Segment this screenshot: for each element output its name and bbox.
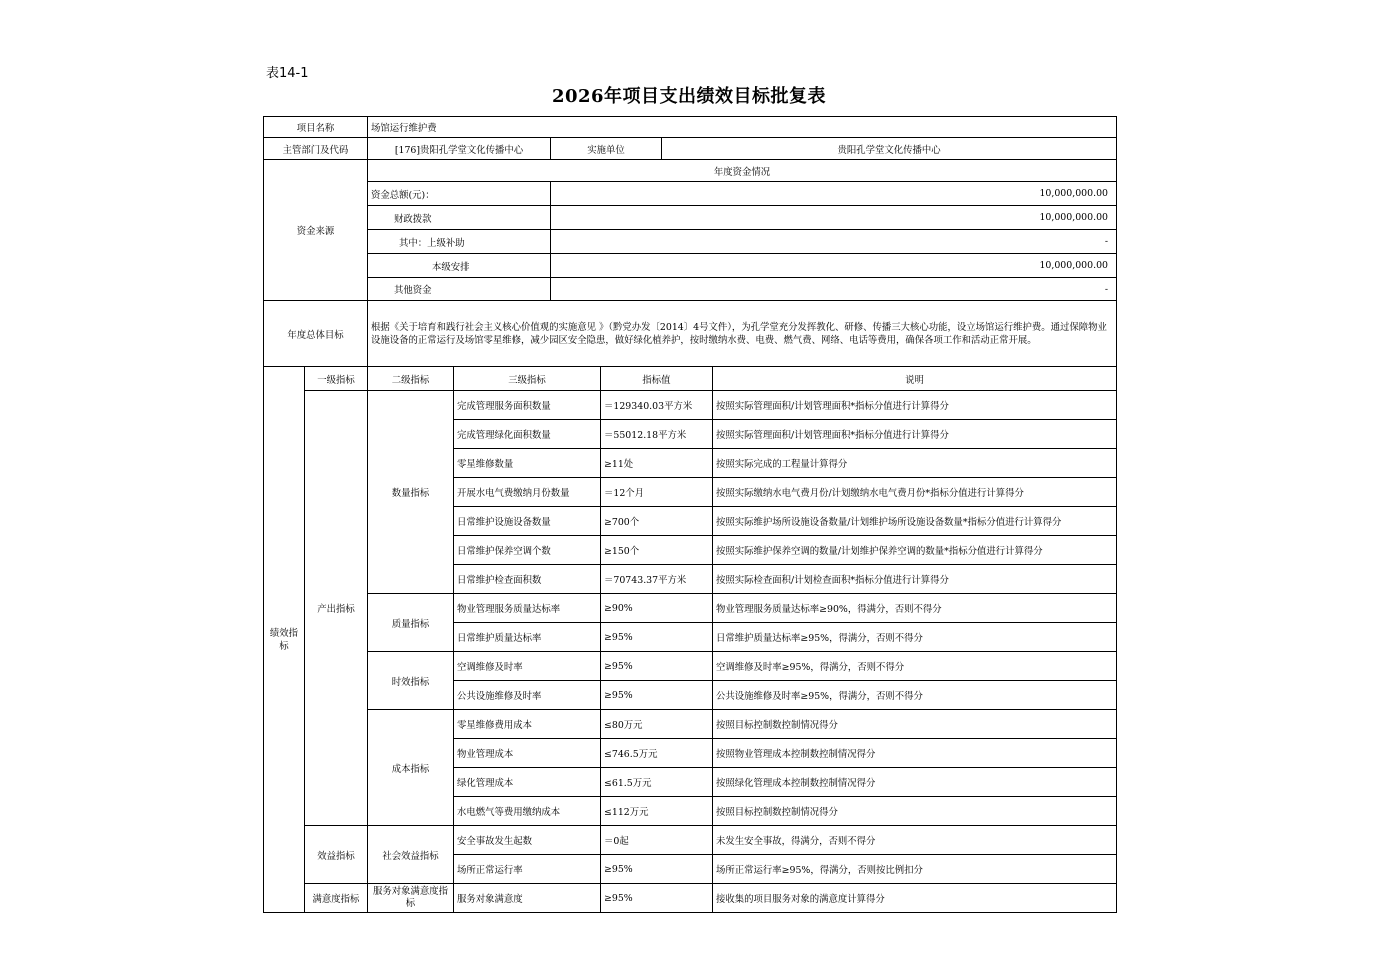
indicator-value: ≥95%: [601, 855, 713, 884]
project-name-label: 项目名称: [264, 117, 368, 138]
quantity-indicator-label: 数量指标: [368, 391, 454, 594]
indicator-value: ≥95%: [601, 884, 713, 913]
indicator-value: ≥150个: [601, 536, 713, 565]
project-info-table: [263, 116, 1117, 367]
indicator-name: 日常维护检查面积数: [454, 565, 601, 594]
social-benefit-indicator-label: 社会效益指标: [368, 826, 454, 884]
funds-source-label: 资金来源: [264, 160, 368, 301]
funds-row-value: 10,000,000.00: [551, 254, 1117, 278]
col-header-desc: 说明: [713, 367, 1117, 391]
indicator-desc: 按照实际完成的工程量计算得分: [713, 449, 1117, 478]
indicator-value: ≤112万元: [601, 797, 713, 826]
indicator-desc: 按照目标控制数控制情况得分: [713, 710, 1117, 739]
indicator-desc: 按照实际管理面积/计划管理面积*指标分值进行计算得分: [713, 391, 1117, 420]
indicator-row: [264, 594, 1117, 623]
indicator-value: ≥95%: [601, 623, 713, 652]
indicator-name: 物业管理成本: [454, 739, 601, 768]
funds-row: [264, 230, 1117, 254]
indicator-name: 场所正常运行率: [454, 855, 601, 884]
funds-row-label: 本级安排: [368, 254, 551, 278]
indicator-desc: 按照实际管理面积/计划管理面积*指标分值进行计算得分: [713, 420, 1117, 449]
performance-indicator-table: [263, 366, 1117, 913]
col-header-level3: 三级指标: [454, 367, 601, 391]
indicator-desc: 场所正常运行率≥95%，得满分，否则按比例扣分: [713, 855, 1117, 884]
indicator-desc: 接收集的项目服务对象的满意度计算得分: [713, 884, 1117, 913]
table-number-label: 表14-1: [266, 66, 309, 81]
funds-row-label: 其他资金: [368, 278, 551, 301]
indicator-row: [264, 710, 1117, 739]
funds-row-value: -: [551, 278, 1117, 301]
indicator-name: 完成管理绿化面积数量: [454, 420, 601, 449]
funds-row: [264, 206, 1117, 230]
indicator-value: ＝55012.18平方米: [601, 420, 713, 449]
indicator-name: 物业管理服务质量达标率: [454, 594, 601, 623]
dept-label: 主管部门及代码: [264, 138, 368, 160]
indicator-desc: 空调维修及时率≥95%，得满分，否则不得分: [713, 652, 1117, 681]
indicator-desc: 按照物业管理成本控制数控制情况得分: [713, 739, 1117, 768]
indicator-name: 水电燃气等费用缴纳成本: [454, 797, 601, 826]
indicator-value: ≥700个: [601, 507, 713, 536]
indicator-value: ≤80万元: [601, 710, 713, 739]
indicator-desc: 按照目标控制数控制情况得分: [713, 797, 1117, 826]
funds-row-value: 10,000,000.00: [551, 182, 1117, 206]
benefit-indicator-label: 效益指标: [305, 826, 368, 884]
dept-row: [264, 138, 1117, 160]
indicator-desc: 公共设施维修及时率≥95%，得满分，否则不得分: [713, 681, 1117, 710]
indicator-desc: 物业管理服务质量达标率≥90%，得满分，否则不得分: [713, 594, 1117, 623]
indicator-desc: 按照实际维护场所设施设备数量/计划维护场所设施设备数量*指标分值进行计算得分: [713, 507, 1117, 536]
annual-goal-row: [264, 301, 1117, 367]
impl-unit-label: 实施单位: [551, 138, 662, 160]
funds-header: 年度资金情况: [368, 160, 1117, 182]
funds-row-label: 其中：上级补助: [368, 230, 551, 254]
funds-row-label: 财政拨款: [368, 206, 551, 230]
indicator-name: 安全事故发生起数: [454, 826, 601, 855]
indicator-row: [264, 391, 1117, 420]
indicator-row: [264, 884, 1117, 913]
perf-indicator-label: 绩效指标: [264, 367, 305, 913]
quality-indicator-label: 质量指标: [368, 594, 454, 652]
perf-header-row: [264, 367, 1117, 391]
indicator-desc: 按照绿化管理成本控制数控制情况得分: [713, 768, 1117, 797]
indicator-row: [264, 826, 1117, 855]
funds-row: [264, 254, 1117, 278]
indicator-name: 日常维护设施设备数量: [454, 507, 601, 536]
indicator-value: ＝0起: [601, 826, 713, 855]
indicator-value: ≥95%: [601, 681, 713, 710]
indicator-name: 日常维护保养空调个数: [454, 536, 601, 565]
funds-row-value: 10,000,000.00: [551, 206, 1117, 230]
col-header-value: 指标值: [601, 367, 713, 391]
indicator-name: 零星维修费用成本: [454, 710, 601, 739]
indicator-value: ≥95%: [601, 652, 713, 681]
indicator-desc: 按照实际检查面积/计划检查面积*指标分值进行计算得分: [713, 565, 1117, 594]
project-name-row: [264, 117, 1117, 138]
indicator-value: ≤746.5万元: [601, 739, 713, 768]
funds-row-value: -: [551, 230, 1117, 254]
service-satisfaction-indicator-label: 服务对象满意度指标: [368, 884, 454, 913]
indicator-value: ＝129340.03平方米: [601, 391, 713, 420]
indicator-name: 绿化管理成本: [454, 768, 601, 797]
project-name-value: 场馆运行维护费: [368, 117, 1117, 138]
indicator-value: ≥11处: [601, 449, 713, 478]
timeliness-indicator-label: 时效指标: [368, 652, 454, 710]
annual-goal-text: 根据《关于培育和践行社会主义核心价值观的实施意见 》（黔党办发〔2014〕4号文件），为孔学堂充分发挥教化、研修、传播三大核心功能，设立场馆运行维护费。通过保障物业设施设备的正常运行及场馆零星维修，减少园区安全隐患，做好绿化植养护，按时缴纳水费、电费、燃气费、网络、电话等费用，确保各项工作和活动正常开展。: [368, 301, 1117, 367]
indicator-desc: 未发生安全事故，得满分，否则不得分: [713, 826, 1117, 855]
output-indicator-label: 产出指标: [305, 391, 368, 826]
funds-row-label: 资金总额(元)：: [368, 182, 551, 206]
indicator-value: ≤61.5万元: [601, 768, 713, 797]
indicator-name: 日常维护质量达标率: [454, 623, 601, 652]
col-header-level2: 二级指标: [368, 367, 454, 391]
indicator-name: 开展水电气费缴纳月份数量: [454, 478, 601, 507]
indicator-name: 零星维修数量: [454, 449, 601, 478]
indicator-name: 完成管理服务面积数量: [454, 391, 601, 420]
indicator-value: ＝12个月: [601, 478, 713, 507]
indicator-value: ≥90%: [601, 594, 713, 623]
indicator-row: [264, 652, 1117, 681]
col-header-level1: 一级指标: [305, 367, 368, 391]
indicator-desc: 按照实际缴纳水电气费月份/计划缴纳水电气费月份*指标分值进行计算得分: [713, 478, 1117, 507]
indicator-value: ＝70743.37平方米: [601, 565, 713, 594]
indicator-desc: 日常维护质量达标率≥95%，得满分，否则不得分: [713, 623, 1117, 652]
annual-goal-label: 年度总体目标: [264, 301, 368, 367]
impl-unit-value: 贵阳孔学堂文化传播中心: [662, 138, 1117, 160]
indicator-name: 空调维修及时率: [454, 652, 601, 681]
satisfaction-indicator-label: 满意度指标: [305, 884, 368, 913]
cost-indicator-label: 成本指标: [368, 710, 454, 826]
indicator-name: 服务对象满意度: [454, 884, 601, 913]
indicator-desc: 按照实际维护保养空调的数量/计划维护保养空调的数量*指标分值进行计算得分: [713, 536, 1117, 565]
funds-header-row: [264, 160, 1117, 182]
funds-row: [264, 182, 1117, 206]
indicator-name: 公共设施维修及时率: [454, 681, 601, 710]
document-title: 2026年项目支出绩效目标批复表: [551, 86, 827, 107]
funds-row: [264, 278, 1117, 301]
dept-value: [176]贵阳孔学堂文化传播中心: [368, 138, 551, 160]
